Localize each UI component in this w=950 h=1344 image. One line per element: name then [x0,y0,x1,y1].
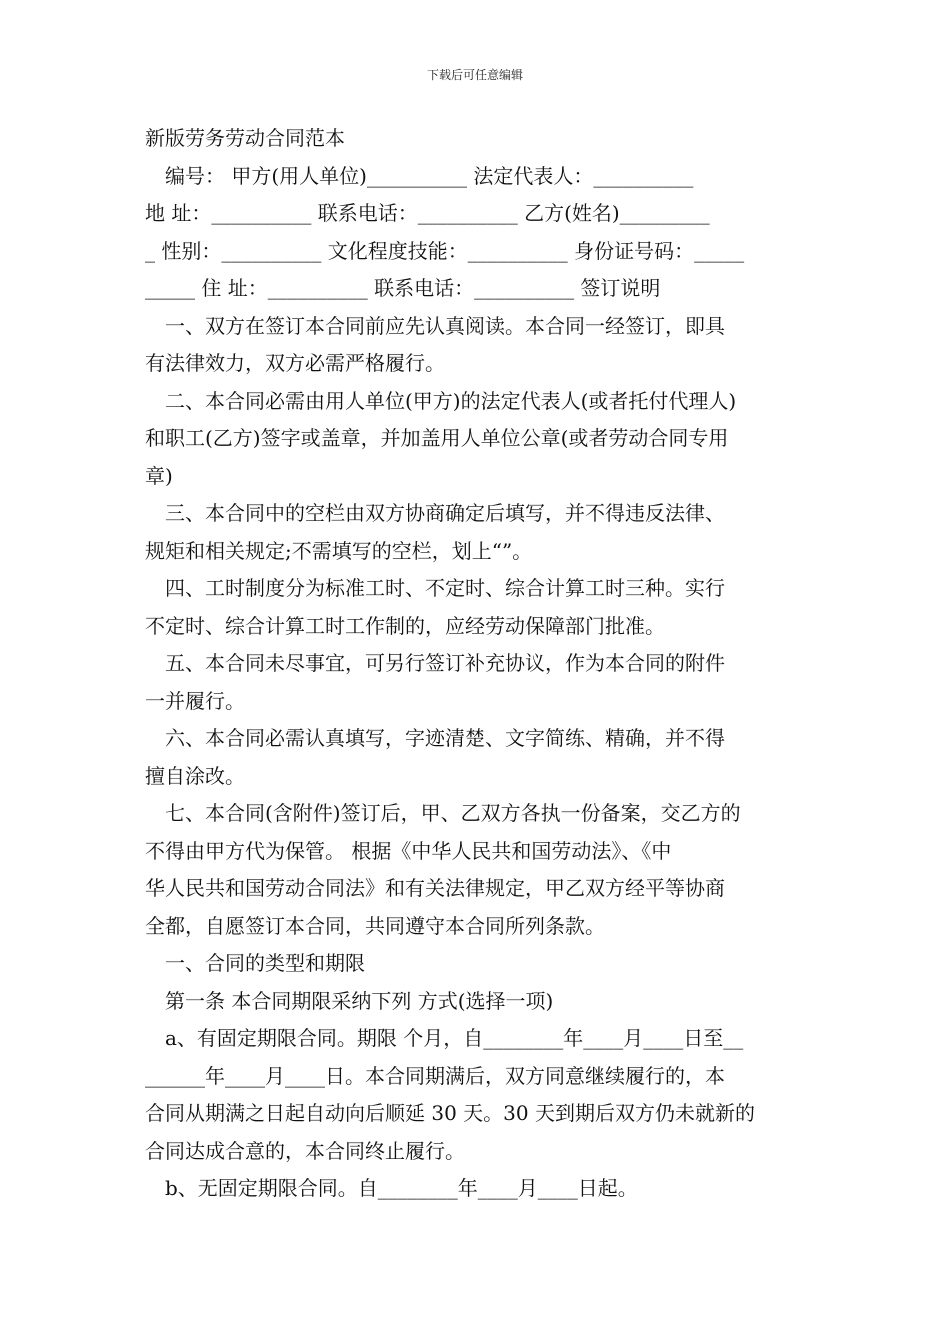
text-line: 一、双方在签订本合同前应先认真阅读。本合同一经签订，即具 [165,313,725,338]
text-line: 章) [145,463,173,488]
text-line: 擅自涂改。 [145,763,245,788]
text-line: 合同从期满之日起自动向后顺延 30 天。30 天到期后双方仍未就新的 [145,1101,755,1125]
text-line: 和职工(乙方)签字或盖章，并加盖用人单位公章(或者劳动合同专用 [145,426,729,450]
text-line: 六、本合同必需认真填写，字迹清楚、文字简练、精确，并不得 [165,726,725,750]
text-line: ______年____月____日。本合同期满后，双方同意继续履行的，本 [145,1063,725,1088]
text-line: 三、本合同中的空栏由双方协商确定后填写，并不得违反法律、 [165,501,725,525]
doc-title: 新版劳务劳动合同范本 [145,126,345,150]
text-line: 二、本合同必需由用人单位(甲方)的法定代表人(或者托付代理人) [165,388,737,413]
text-line: 华人民共和国劳动合同法》和有关法律规定，甲乙双方经平等协商 [145,876,725,900]
text-line: 有法律效力，双方必需严格履行。 [145,351,445,375]
text-line: 合同达成合意的，本合同终止履行。 [145,1138,465,1163]
text-line: 第一条 本合同期限采纳下列 方式(选择一项) [165,988,554,1013]
text-line: _____ 住 址：__________ 联系电话：__________ 签订说明 [145,276,661,300]
text-line: 一并履行。 [145,688,245,713]
text-line: 规矩和相关规定;不需填写的空栏，划上“”。 [145,538,533,563]
document-body [145,120,807,1208]
text-line: b、无固定期限合同。自________年____月____日起。 [165,1176,638,1200]
text-line: 地 址：__________ 联系电话：__________ 乙方(姓名)_________ [145,201,710,225]
text-line: 四、工时制度分为标准工时、不定时、综合计算工时三种。实行 [165,576,725,600]
text-line: 不定时、综合计算工时工作制的，应经劳动保障部门批准。 [145,613,665,638]
text-line: 七、本合同(含附件)签订后，甲、乙双方各执一份备案，交乙方的 [165,801,741,825]
text-line: _ 性别：__________ 文化程度技能：__________ 身份证号码：_____ [145,238,745,263]
text-line: 五、本合同未尽事宜，可另行签订补充协议，作为本合同的附件 [165,651,725,675]
text-line: 全都，自愿签订本合同，共同遵守本合同所列条款。 [145,913,605,938]
text-line: 编号： 甲方(用人单位)__________ 法定代表人：__________ [165,163,694,188]
section-heading: 一、合同的类型和期限 [165,951,365,975]
page-header: 下载后可任意编辑 [426,68,523,82]
text-line: 不得由甲方代为保管。 根据《中华人民共和国劳动法》、《中 [145,838,672,863]
text-line: a、有固定期限合同。期限 个月，自________年____月____日至__ [165,1026,744,1050]
